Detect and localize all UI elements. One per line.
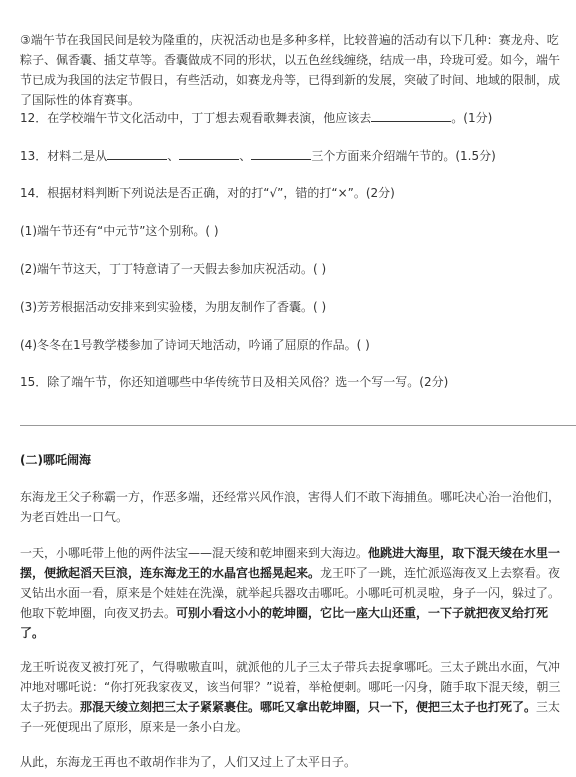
story-text: 三太: [536, 700, 561, 714]
story-line: 东海龙王父子称霸一方，作恶多端，还经常兴风作浪，害得人们不敢下海捕鱼。哪吒决心治一治他们，: [20, 490, 561, 504]
answer-line: [20, 425, 576, 426]
story-line: [20, 543, 562, 563]
question-14-text: 14．根据材料判断下列说法是否正确，对的打“√”，错的打“×”。(2分): [20, 186, 395, 200]
question-14: [20, 183, 562, 203]
answer-blank: [107, 147, 167, 160]
section-title: (二)哪吒闹海: [20, 453, 91, 467]
story-paragraph: [20, 543, 562, 643]
story-text: 他取下乾坤圈，向夜叉扔去。: [20, 606, 177, 620]
intro-paragraph: [20, 30, 562, 110]
story-bold-text: 摆，便掀起滔天巨浪，连东海龙王的水晶宫也摇晃起来。: [20, 566, 321, 580]
answer-blank: [371, 109, 451, 122]
story-text: 太子扔去。: [20, 700, 81, 714]
answer-blank: [251, 147, 311, 160]
intro-line: ③端午节在我国民间是较为隆重的，庆祝活动也是多种多样，比较普遍的活动有以下几种：赛龙舟、吃: [20, 33, 559, 47]
story-line: [20, 563, 562, 583]
story-bold-text: 那混天绫立刻把三太子紧紧裹住。哪吒又拿出乾坤圈，只一下，便把三太子也打死了。: [80, 700, 537, 714]
intro-line: 了国际性的体育赛事。: [20, 93, 141, 107]
answer-blank: [179, 147, 239, 160]
separator: 、: [239, 149, 252, 163]
question-12-tail: 。(1分): [451, 111, 493, 125]
question-15: [20, 372, 562, 392]
question-12: [20, 108, 562, 128]
question-12-text: 12．在学校端午节文化活动中，丁丁想去观看歌舞表演，他应该去: [20, 111, 372, 125]
intro-line: 节已成为我国的法定节假日，有些活动，如赛龙舟等，已得到新的发展，突破了时间、地域的限制，成: [20, 73, 561, 87]
story-line: [20, 603, 562, 623]
story-text: 龙王吓了一跳，连忙派巡海夜叉上去察看。夜: [320, 566, 561, 580]
question-14-item: (3)芳芳根据活动安排来到实验楼，为朋友制作了香囊。( ): [20, 300, 327, 314]
story-text: 一天，小哪吒带上他的两件法宝——混天绫和乾坤圈来到大海边。: [20, 546, 369, 560]
question-13-text: 13．材料二是从: [20, 149, 108, 163]
story-line: 叉钻出水面一看，原来是个娃娃在洗澡，就举起兵器攻击哪吒。小哪吒可机灵啦，身子一闪，躲过了。: [20, 586, 561, 600]
question-15-text: 15．除了端午节，你还知道哪些中华传统节日及相关风俗？选一个写一写。(2分): [20, 375, 449, 389]
story-line: 龙王听说夜叉被打死了，气得嗷嗷直叫，就派他的儿子三太子带兵去捉拿哪吒。三太子跳出水面，气冲: [20, 660, 561, 674]
question-13: [20, 146, 562, 166]
story-line: 冲地对哪吒说：“你打死我家夜叉，该当何罪？”说着，举枪便刺。哪吒一闪身，随手取下混天绫，朝三: [20, 680, 561, 694]
separator: 、: [167, 149, 180, 163]
story-paragraph: [20, 657, 562, 737]
intro-line: 粽子、佩香囊、插艾草等。香囊做成不同的形状，以五色丝线缠绕，结成一串，玲珑可爱。如今，端午: [20, 53, 561, 67]
question-13-tail: 三个方面来介绍端午节的。(1.5分): [311, 149, 496, 163]
story-bold-text: 他跳进大海里，取下混天绫在水里一: [368, 546, 561, 560]
story-line: 为老百姓出一口气。: [20, 510, 129, 524]
story-line: 了。: [20, 626, 45, 640]
story-line: [20, 697, 562, 717]
story-bold-text: 可别小看这小小的乾坤圈，它比一座大山还重，一下子就把夜叉给打死: [176, 606, 549, 620]
story-paragraph: [20, 487, 562, 527]
story-paragraph: 从此，东海龙王再也不敢胡作非为了，人们又过上了太平日子。: [20, 755, 357, 769]
story-line: 子一死便现出了原形，原来是一条小白龙。: [20, 720, 249, 734]
question-14-item: (2)端午节这天，丁丁特意请了一天假去参加庆祝活动。( ): [20, 262, 327, 276]
question-14-item: (4)冬冬在1号教学楼参加了诗词天地活动，吟诵了屈原的作品。( ): [20, 338, 370, 352]
question-14-item: (1)端午节还有“中元节”这个别称。( ): [20, 224, 219, 238]
